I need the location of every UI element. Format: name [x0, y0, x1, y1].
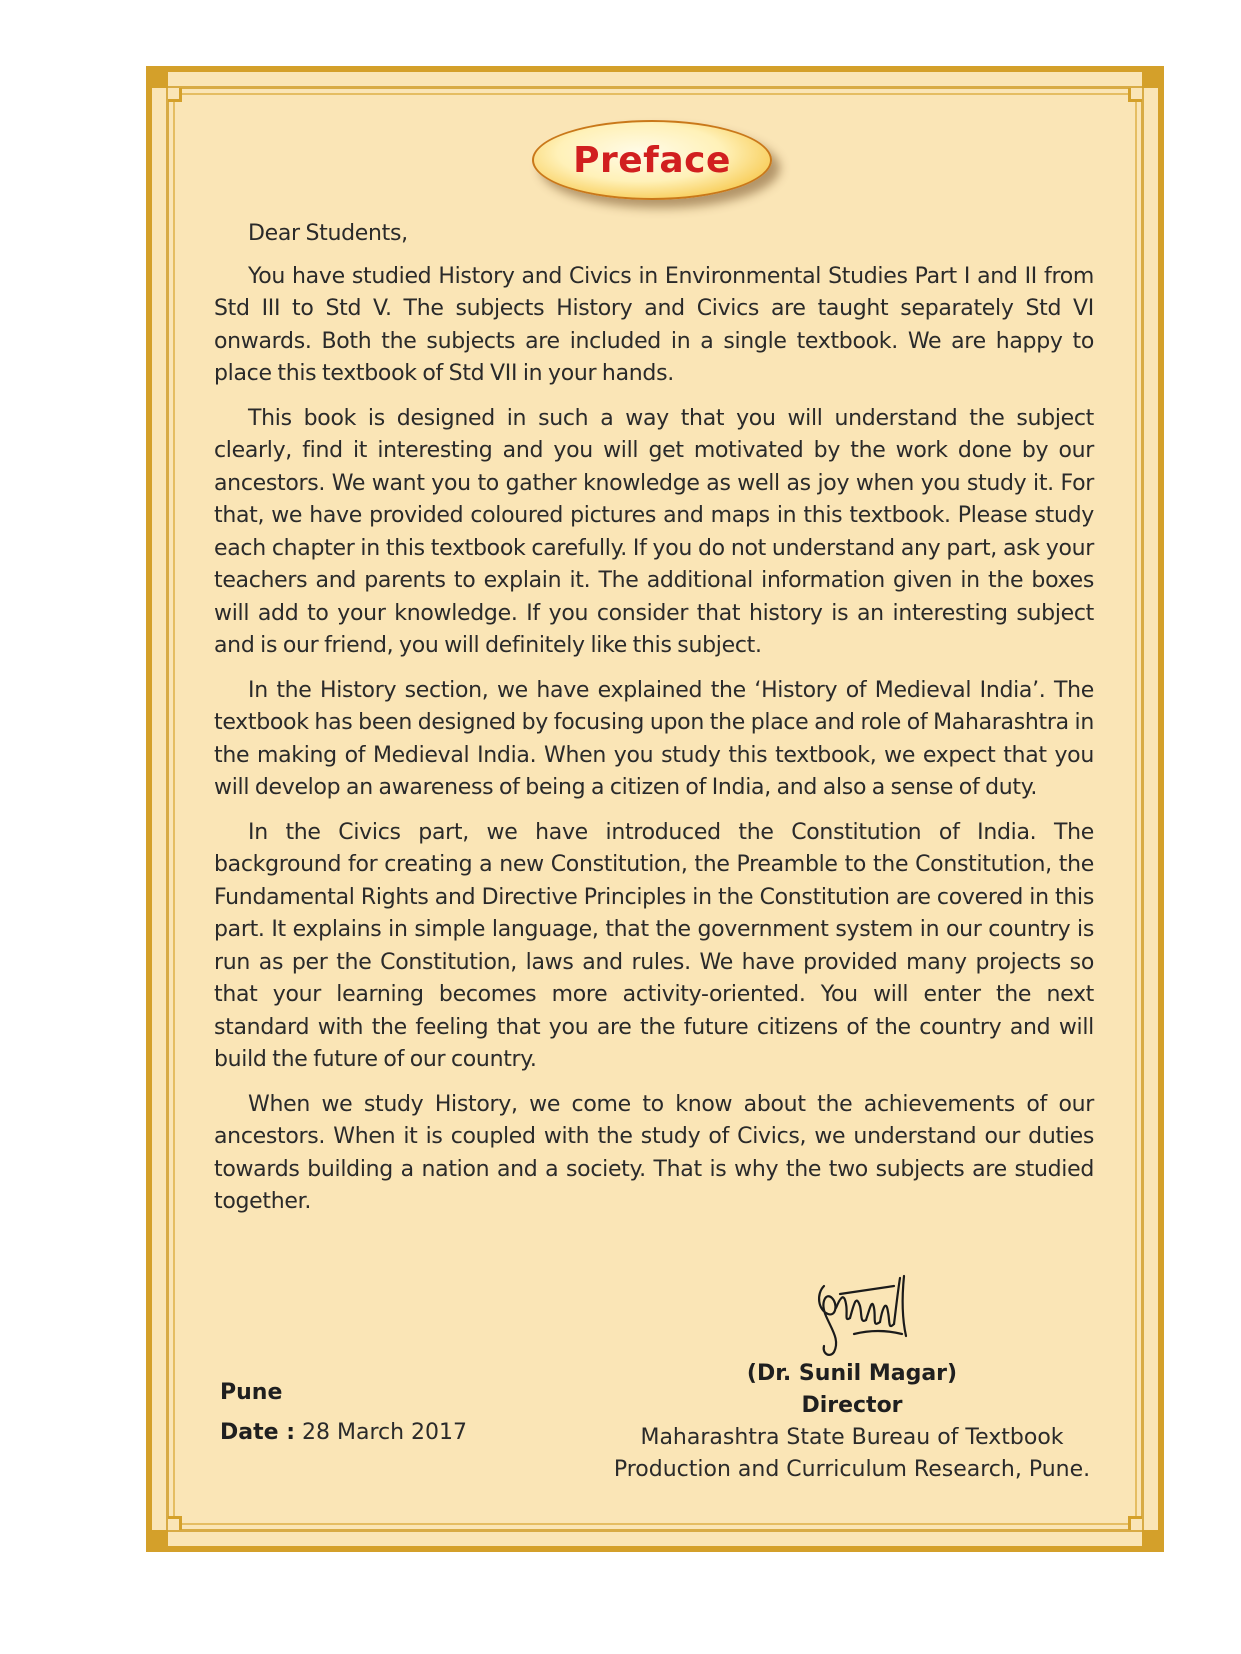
frame-corner-bottom-left — [146, 1530, 168, 1552]
signatory-name: (Dr. Sunil Magar) — [746, 1361, 958, 1386]
frame-corner-step-top-left — [168, 88, 182, 102]
frame-corner-top-right — [1142, 66, 1164, 88]
title-badge — [532, 120, 772, 200]
salutation: Dear Students, — [248, 221, 408, 246]
frame-corner-top-left — [146, 66, 168, 88]
signatory-block — [590, 1358, 1114, 1486]
place: Pune — [220, 1380, 283, 1405]
place-date-block — [220, 1373, 467, 1453]
signatory-designation: Director — [801, 1393, 903, 1418]
page-title: Preface — [573, 139, 731, 181]
frame-corner-step-bottom-left — [168, 1516, 182, 1530]
preface-body — [214, 218, 1094, 1231]
paragraph-1: You have studied History and Civics in Environmental Studies Part I and II from Std III to Std V. The subjects History and Civics are taught separately Std VI onwards. Both the subjects are included in a single textbook. We are happy to place this textbook of Std VII in your hands. — [214, 263, 1094, 386]
signatory-org-line-2: Production and Curriculum Research, Pune. — [613, 1457, 1091, 1482]
frame-corner-step-top-right — [1128, 88, 1142, 102]
date-label: Date : — [220, 1420, 296, 1445]
signature-icon — [810, 1268, 916, 1360]
paragraph-5: When we study History, we come to know about the achievements of our ancestors. When it is coupled with the study of Civics, we understand our duties towards building a nation and a society. That is why the two subjects are studied together. — [214, 1091, 1094, 1214]
paragraph-2: This book is designed in such a way that you will understand the subject clearly, find it interesting and you will get motivated by the work done by our ancestors. We want you to gather knowledge as well as joy when you study it. For that, we have provided coloured pictures and maps in this textbook. Please study each chapter in this textbook carefully. If you do not understand any part, ask your teachers and parents to explain it. The additional information given in the boxes will add to your knowledge. If you consider that history is an interesting subject and is our friend, you will definitely like this subject. — [214, 405, 1094, 658]
paragraph-3: In the History section, we have explained the ‘History of Medieval India’. The textbook has been designed by focusing upon the place and role of Maharashtra in the making of Medieval India. When you study this textbook, we expect that you will develop an awareness of being a citizen of India, and also a sense of duty. — [214, 677, 1094, 800]
signatory-org-line-1: Maharashtra State Bureau of Textbook — [640, 1425, 1064, 1450]
frame-corner-bottom-right — [1142, 1530, 1164, 1552]
paragraph-4: In the Civics part, we have introduced the Constitution of India. The background for creating a new Constitution, the Preamble to the Constitution, the Fundamental Rights and Directive Principles in the Constitution are covered in this part. It explains in simple language, that the government system in our country is run as per the Constitution, laws and rules. We have provided many projects so that your learning becomes more activity-oriented. You will enter the next standard with the feeling that you are the future citizens of the country and will build the future of our country. — [214, 819, 1094, 1072]
date-value: 28 March 2017 — [302, 1420, 468, 1445]
date-line — [220, 1413, 467, 1453]
frame-corner-step-bottom-right — [1128, 1516, 1142, 1530]
